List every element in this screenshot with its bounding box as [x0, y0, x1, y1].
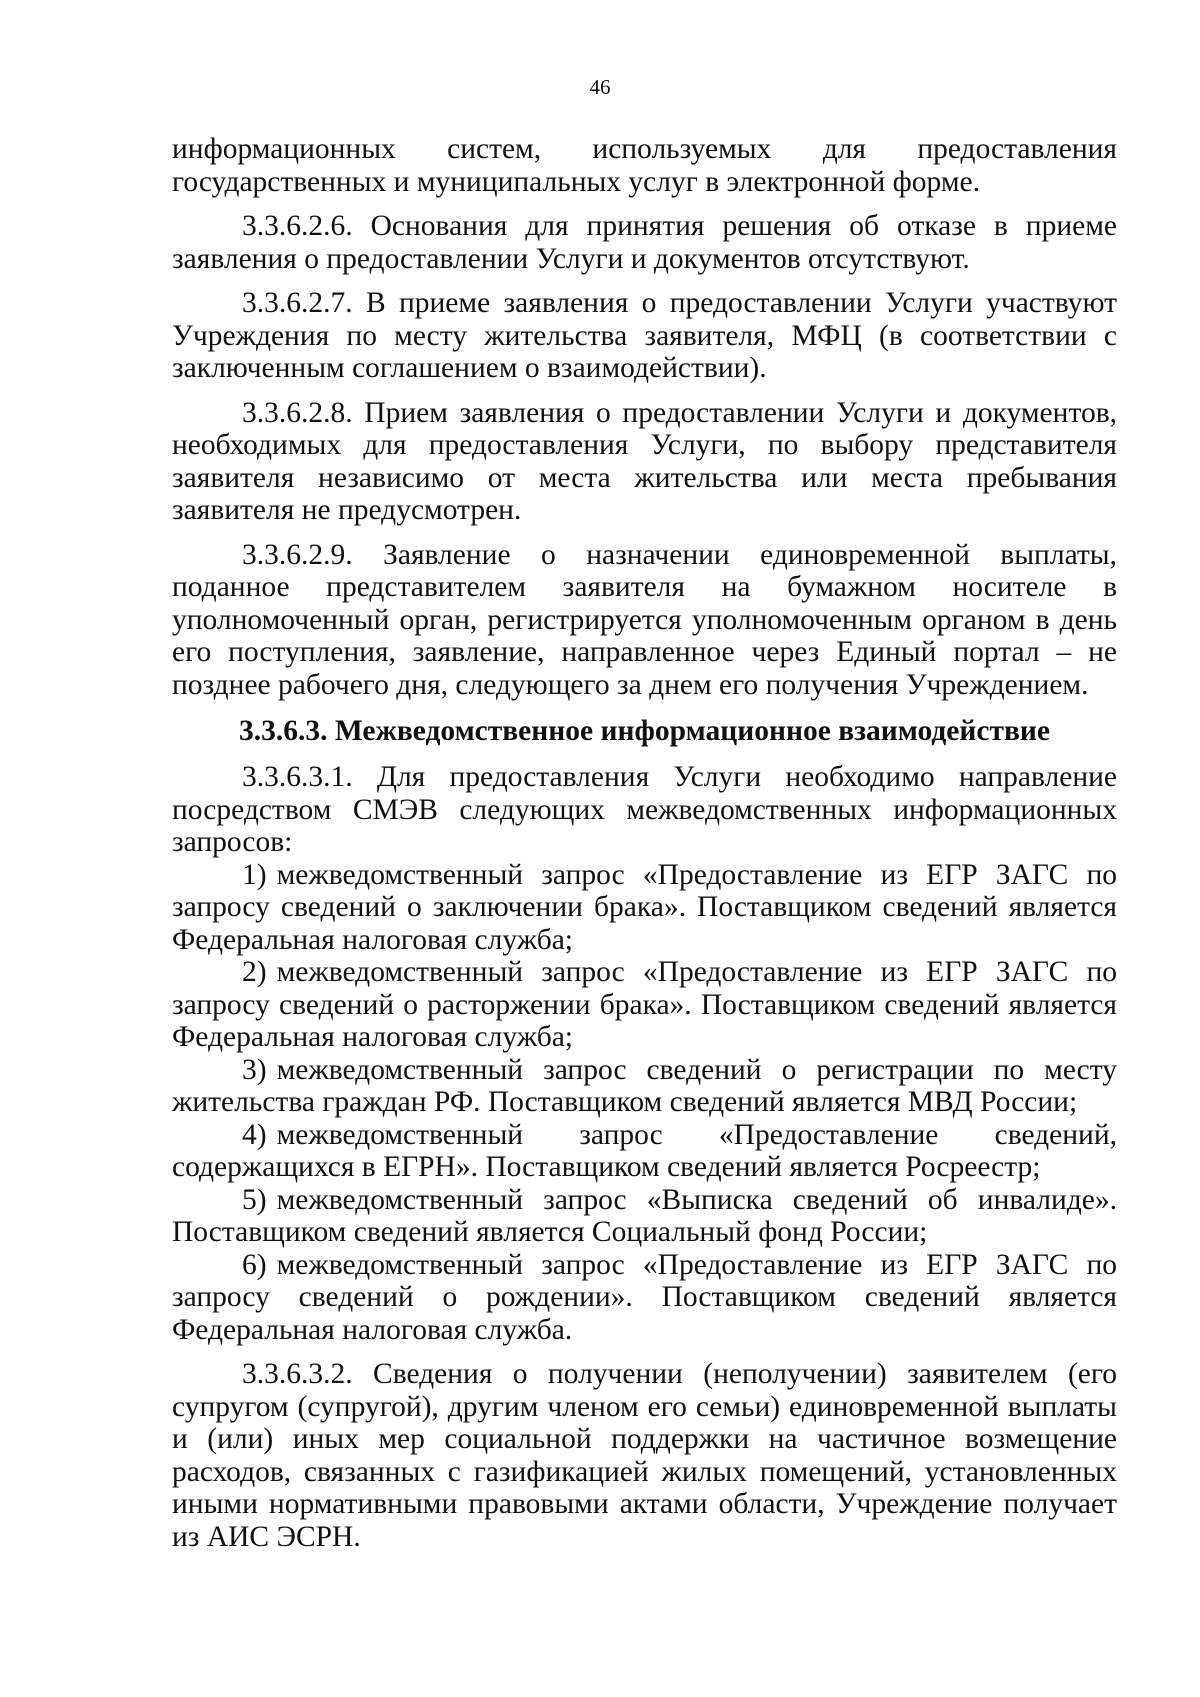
list-item	[172, 1054, 1117, 1119]
list-item-number: 2)	[242, 956, 267, 988]
paragraph-3-3-6-3-1: 3.3.6.3.1. Для предоставления Услуги необходимо направление посредством СМЭВ следующих межведомственных информационных запросов:	[172, 761, 1117, 858]
list-item	[172, 1119, 1117, 1184]
page-number: 46	[589, 75, 611, 99]
document-body	[172, 133, 1117, 1553]
list-item-number: 5)	[242, 1183, 267, 1216]
list-item	[172, 956, 1117, 1054]
list-item-text: межведомственный запрос «Предоставление из ЕГР ЗАГС по запросу сведений о заключении брака». Поставщиком сведений является Федеральная налоговая служба;	[172, 858, 1117, 956]
list-item-text: межведомственный запрос сведений о регистрации по месту жительства граждан РФ. Поставщиком сведений является МВД России;	[172, 1053, 1117, 1118]
list-item-text: межведомственный запрос «Предоставление из ЕГР ЗАГС по запросу сведений о рождении». Поставщиком сведений является Федеральная налоговая служба.	[172, 1248, 1117, 1346]
list-item	[172, 1184, 1117, 1249]
paragraph-3-3-6-2-7: 3.3.6.2.7. В приеме заявления о предоставлении Услуги участвуют Учреждения по месту жительства заявителя, МФЦ (в соответствии с заключенным соглашением о взаимодействии).	[172, 287, 1117, 384]
list-item-number: 4)	[242, 1118, 267, 1151]
list-item-number: 1)	[242, 858, 267, 891]
list-item-number: 3)	[242, 1053, 267, 1086]
paragraph-3-3-6-2-9: 3.3.6.2.9. Заявление о назначении единовременной выплаты, поданное представителем заявителя на бумажном носителе в уполномоченный орган, регистрируется уполномоченным органом в день его поступления, заявление, направленное через Единый портал – не позднее рабочего дня, следующего за днем его получения Учреждением.	[172, 538, 1117, 701]
section-heading: 3.3.6.3. Межведомственное информационное взаимодействие	[239, 715, 1050, 747]
paragraph-3-3-6-2-6: 3.3.6.2.6. Основания для принятия решения об отказе в приеме заявления о предоставлении Услуги и документов отсутствуют.	[172, 210, 1117, 275]
list-item-number: 6)	[242, 1248, 267, 1281]
request-list	[172, 859, 1117, 1347]
paragraph-3-3-6-2-8: 3.3.6.2.8. Прием заявления о предоставлении Услуги и документов, необходимых для предоставления Услуги, по выбору представителя заявителя независимо от места жительства или места пребывания заявителя не предусмотрен.	[172, 396, 1117, 526]
list-item-text: межведомственный запрос «Выписка сведений об инвалиде». Поставщиком сведений является Социальный фонд России;	[172, 1183, 1117, 1248]
list-item-text: межведомственный запрос «Предоставление из ЕГР ЗАГС по запросу сведений о расторжении брака». Поставщиком сведений является Федеральная налоговая служба;	[172, 956, 1117, 1053]
list-item	[172, 1249, 1117, 1347]
list-item-text: межведомственный запрос «Предоставление сведений, содержащихся в ЕГРН». Поставщиком сведений является Росреестр;	[172, 1118, 1117, 1183]
paragraph-3-3-6-3-2: 3.3.6.3.2. Сведения о получении (неполучении) заявителем (его супругом (супругой), другим членом его семьи) единовременной выплаты и (или) иных мер социальной поддержки на частичное возмещение расходов, связанных с газификацией жилых помещений, установленных иными нормативными правовыми актами области, Учреждение получает из АИС ЭСРН.	[172, 1358, 1117, 1553]
paragraph-continuation: информационных систем, используемых для предоставления государственных и муниципальных услуг в электронной форме.	[172, 133, 1117, 198]
list-item	[172, 859, 1117, 957]
